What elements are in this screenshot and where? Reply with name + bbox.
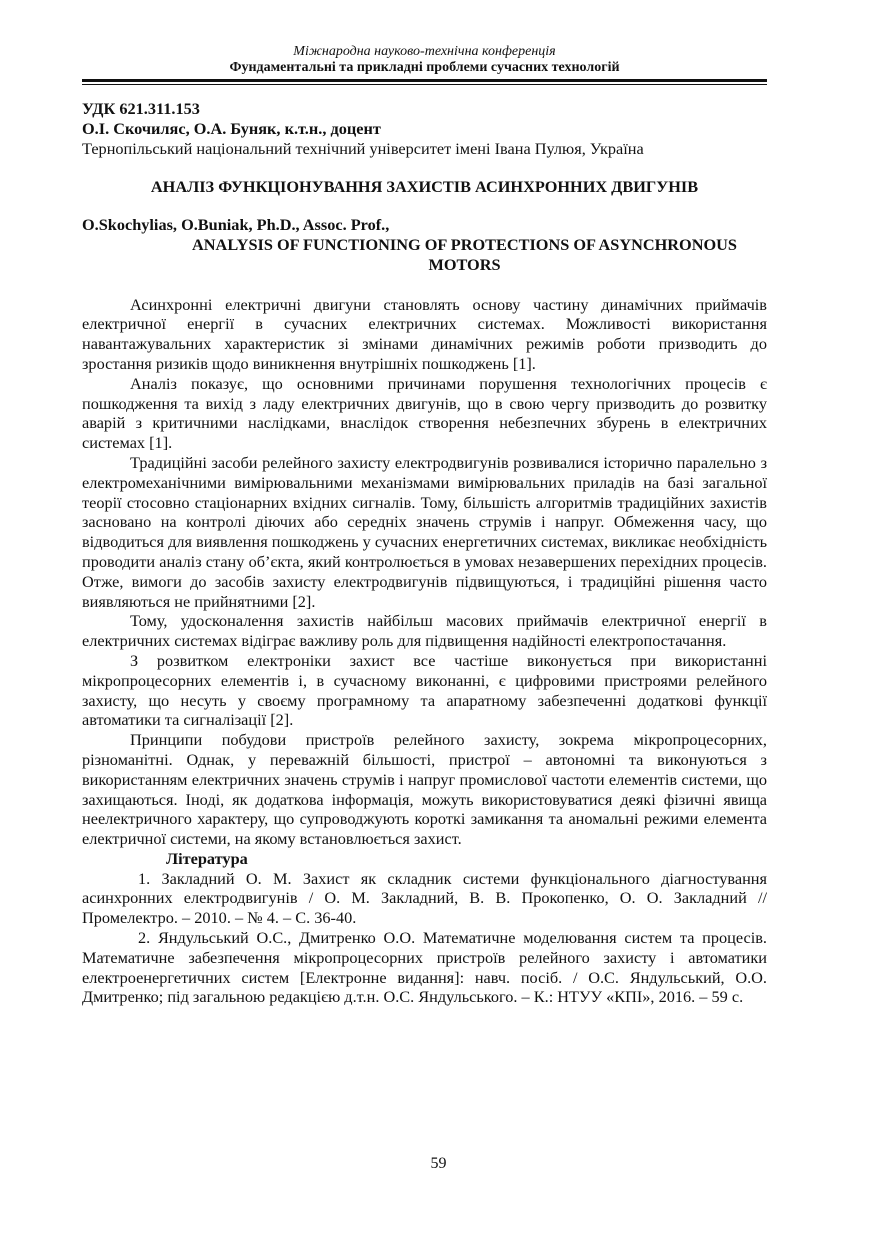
udk-code: УДК 621.311.153: [82, 99, 200, 118]
title-ukrainian: АНАЛІЗ ФУНКЦІОНУВАННЯ ЗАХИСТІВ АСИНХРОННИХ ДВИГУНІВ: [150, 177, 699, 197]
reference-item: 1. Закладний О. М. Захист як складник системи функціонального діагностування асинхронних електродвигунів / О. М. Закладний, В. В. Прокопенко, О. О. Закладний // Промелектро. – 2010. – № 4. – С. 36-40.: [82, 868, 767, 928]
running-header: [82, 44, 767, 76]
header-rule-thin: [82, 84, 767, 85]
paragraph: З розвитком електроніки захист все частіше виконується при використанні мікропроцесорних елементів і, в сучасному виконанні, є цифровими пристроями релейного захисту, що несуть у своєму програмному та апаратному забезпеченні додаткові функції автоматики та сигналізації [2].: [82, 650, 767, 730]
paragraph: Принципи побудови пристроїв релейного захисту, зокрема мікропроцесорних, різноманітні. Однак, у переважній більшості, пристрої – автономні та виконуються з використанням електричних значень струмів і напруг промислової частоти елементів системи, що захищаються. Іноді, як додаткова інформація, можуть використовуватися деякі фізичні явища неелектричного характеру, що супроводжують короткі замикання та аномальні режими елемента електричної системи, на якому встановлюється захист.: [82, 730, 767, 849]
paragraph: Асинхронні електричні двигуни становлять основу частину динамічних приймачів електричної енергії в сучасних електричних системах. Можливості використання навантажувальних характеристик зі змінами динамічних режимів роботи призводить до зростання ризиків щодо виникнення внутрішніх пошкоджень [1].: [82, 294, 767, 373]
authors-ukrainian: О.І. Скочиляс, О.А. Буняк, к.т.н., доцент: [82, 118, 381, 138]
conference-title: Фундаментальні та прикладні проблеми сучасних технологій: [229, 60, 620, 75]
authors-english: O.Skochylias, O.Buniak, Ph.D., Assoc. Prof.,: [82, 215, 390, 235]
paragraph: Тому, удосконалення захистів найбільш масових приймачів електричної енергії в електричних системах відіграє важливу роль для підвищення надійності електропостачання.: [82, 611, 767, 651]
title-english-line-2: MOTORS: [428, 254, 501, 274]
title-english-line-1: ANALYSIS OF FUNCTIONING OF PROTECTIONS OF ASYNCHRONOUS: [192, 234, 737, 254]
title-english: [82, 235, 767, 275]
affiliation: Тернопільський національний технічний університет імені Івана Пулюя, Україна: [82, 138, 644, 158]
paragraph: Аналіз показує, що основними причинами порушення технологічних процесів є пошкодження та вихід з ладу електричних двигунів, що в свою чергу призводить до розвитку аварій з критичними наслідками, внаслідок створення небезпечних збурень в електричних системах [1].: [82, 373, 767, 453]
page-number: 59: [430, 1155, 447, 1172]
literature-heading: Література: [166, 848, 248, 868]
header-rule-thick: [82, 79, 767, 82]
reference-list: [82, 869, 767, 1008]
article-content: [82, 99, 767, 1007]
article-body: [82, 295, 767, 849]
reference-item: 2. Яндульський О.С., Дмитренко О.О. Математичне моделювання систем та процесів. Математичне забезпечення мікропроцесорних пристроїв релейного захисту і автоматики електроенергетичних систем [Електронне видання]: навч. посіб. / О.С. Яндульський, О.О. Дмитренко; під загальною редакцією д.т.н. О.С. Яндульського. – К.: НТУУ «КПІ», 2016. – 59 с.: [82, 928, 767, 1007]
conference-name: Міжнародна науково-технічна конференція: [293, 44, 556, 59]
paragraph: Традиційні засоби релейного захисту електродвигунів розвивалися історично паралельно з електромеханічними вимірювальними механізмами вимірювальних приладів на базі загальної теорії стосовно стаціонарних вхідних сигналів. Тому, більшість алгоритмів традиційних захистів засновано на контролі діючих або середніх значень струмів і напруг. Обмеження часу, що відводиться для виявлення пошкоджень у сучасних енергетичних системах, викликає необхідність проводити аналіз стану об’єкта, який контролюється в умовах незавершених перехідних процесів. Отже, вимоги до засобів захисту електродвигунів підвищуються, і традиційні рішення часто виявляються не прийнятними [2].: [82, 452, 767, 611]
